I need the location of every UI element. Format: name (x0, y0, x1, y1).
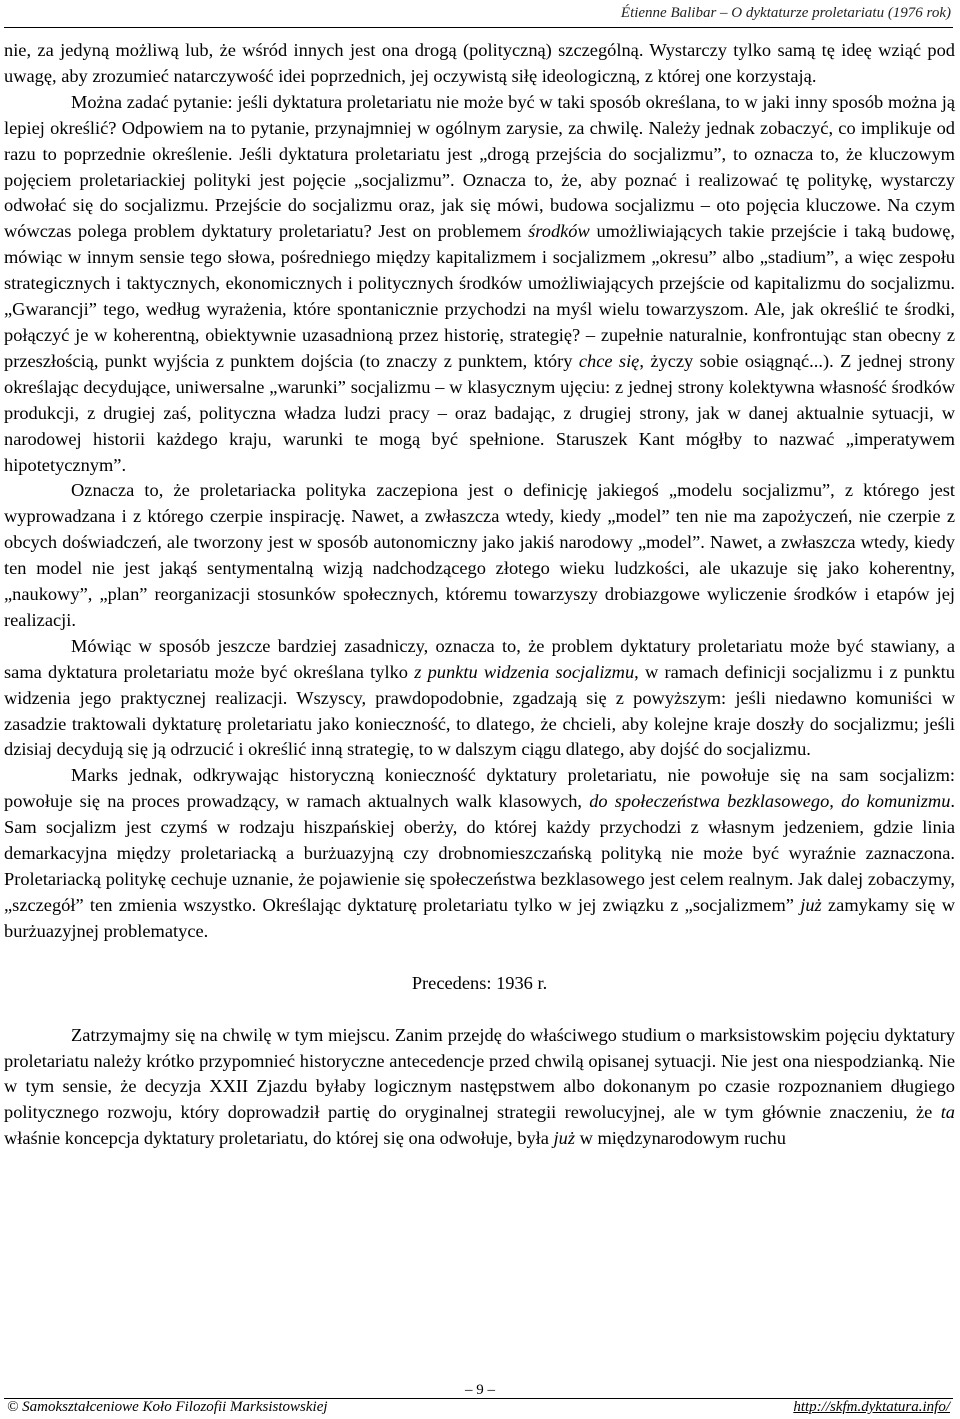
text-run: Zatrzymajmy się na chwilę w tym miejscu. Zanim przejdę do właściwego studium o marksistowskim pojęciu dyktatury proletariatu należy krótko przypomnieć historyczne antecedencje przed chwilą opisanej sytuacji. Nie jest ona niespodzianką. Nie w tym sensie, że decyzja XXII Zjazdu byłaby logicznym następstwem albo dokonanym po czasie rozpoznaniem długiego politycznego rozwoju, który doprowadził partię do oryginalnej strategii rewolucyjnej, ale w tym głównie znaczeniu, że (4, 1024, 955, 1123)
footer-copyright: © Samokształceniowe Koło Filozofii Marksistowskiej (7, 1399, 328, 1415)
emphasis: do społeczeństwa bezklasowego, do komunizmu (589, 791, 951, 812)
emphasis: już (800, 894, 822, 915)
paragraph-4 (4, 634, 955, 764)
emphasis: już (553, 1128, 575, 1149)
paragraph-3: Oznacza to, że proletariacka polityka zaczepiona jest o definicję jakiegoś „modelu socjalizmu”, z którego jest wyprowadzana i z którego czerpie inspirację. Nawet, a zwłaszcza wtedy, kiedy „model” ten nie ma zapożyczeń, nie czerpie z obcych doświadczeń, ale tworzony jest w sposób autonomiczny jako jakiś narodowy „model”. Nawet, a zwłaszcza wtedy, kiedy ten model nie jest jakąś sentymentalną wizją nadchodzącego złotego wieku ludzkości, ale ukazuje się jako koherentny, „naukowy”, „plan” reorganizacji stosunków społecznych, któremu towarzyszy drobiazgowe wyliczenie środków i etapów jej realizacji. (4, 480, 955, 630)
paragraph-1: nie, za jedyną możliwą lub, że wśród innych jest ona drogą (polityczną) szczególną. Wystarczy tylko samą tę ideę wziąć pod uwagę, aby zrozumieć natarczywość idei poprzednich, jej oczywistą siłę ideologiczną, z której one korzystają. (4, 40, 955, 86)
text-run: . Sam socjalizm jest czymś w rodzaju hiszpańskiej oberży, do której każdy przychodzi z własnym jedzeniem, gdzie linia demarkacyjna między proletariacką a burżuazyjną czy drobnomieszczańską polityką nie może być wyraźnie zaznaczona. Proletariacką politykę cechuje uznanie, że pojawienie się społeczeństwa bezklasowego jest celem realnym. Jak dalej zobaczymy, „szczegół” ten zmienia wszystko. Określając dyktaturę proletariatu tylko w jej związku z „socjalizmem” (4, 791, 956, 915)
text-run: zamykamy się w burżuazyjnej problematyce. (4, 894, 955, 941)
text-run: umożliwiających takie przejście i taką budowę, mówiąc w innym sensie tego słowa, pośredniego między kapitalizmem i socjalizmem „okresu” albo „stadium”, a więc zespołu strategicznych i taktycznych, ekonomicznych i politycznych środków umożliwiających przejście od kapitalizmu do socjalizmu. „Gwarancji” tego, według wyrażenia, które spontanicznie przychodzi na myśl wielu towarzyszom. Ale, jak określić te środki, połączyć je w koherentną, obiektywnie uzasadnioną przez historię, strategię? – zupełnie naturalnie, konfrontując stan obecny z przeszłością, punkt wyjścia z punktem dojścia (to znaczy z punktem, który (4, 221, 955, 371)
emphasis: z punktu widzenia socjalizmu (414, 661, 635, 682)
section-title: Precedens: 1936 r. (411, 972, 548, 993)
paragraph-2 (4, 90, 955, 479)
document-body (4, 38, 955, 1152)
emphasis: środków (528, 221, 590, 242)
page-number: – 9 – (465, 1382, 495, 1398)
header-rule (4, 27, 953, 28)
paragraph-5 (4, 763, 955, 944)
running-header: Étienne Balibar – O dyktaturze proletariatu (1976 rok) (620, 5, 951, 21)
emphasis: chce się (578, 350, 640, 371)
text-run: właśnie koncepcja dyktatury proletariatu, do której się ona odwołuje, była (4, 1128, 554, 1149)
text-run: Można zadać pytanie: jeśli dyktatura proletariatu nie może być w taki sposób określana, to w jaki inny sposób można ją lepiej określić? Odpowiem na to pytanie, przynajmniej w ogólnym zarysie, za chwilę. Należy jednak zobaczyć, co implikuje od razu to poprzednie określenie. Jeśli dyktatura proletariatu jest „drogą przejścia do socjalizmu”, to oznacza to, że kluczowym pojęciem proletariackiej polityki jest pojęcie „socjalizmu”. Oznacza to, że, aby poznać i realizować tę politykę, wystarczy odwołać się do socjalizmu. Przejście do socjalizmu oraz, jak się mówi, budowa socjalizmu – oto pojęcia kluczowe. Na czym wówczas polega problem dyktatury proletariatu? Jest on problemem (4, 91, 955, 242)
text-run: , w ramach definicji socjalizmu i z punktu widzenia jego praktycznej realizacji. Wszyscy, prawdopodobnie, zgadzają się z powyższym: jeśli niedawno komuniści w zasadzie traktowali dyktaturę proletariatu jako konieczność, to dlatego, że chcieli, aby kolejne kraje doszły do socjalizmu; jeśli dzisiaj decydują się ją odrzucić i określić inną strategię, to w dalszym ciągu dlatego, aby dojść do socjalizmu. (4, 661, 955, 760)
text-run: w międzynarodowym ruchu (574, 1128, 786, 1149)
text-run: , życzy sobie osiągnąć...). Z jednej strony określając decydujące, uniwersalne „warunki” socjalizmu – w klasycznym ujęciu: z jednej strony kolektywna własność środków produkcji, z drugiej zaś, polityczna władza ludzi pracy – oraz badając, z drugiej strony, jak w danej aktualnie sytuacji, w narodowej historii każdego kraju, warunki te mogą być spełnione. Staruszek Kant mógłby to nazwać „imperatywem hipotetycznym”. (4, 350, 955, 475)
text-run: Marks jednak, odkrywając historyczną konieczność dyktatury proletariatu, nie powołuje się na sam socjalizm: powołuje się na proces prowadzący, w ramach aktualnych walk klasowych, (4, 765, 955, 812)
footer-link[interactable]: http://skfm.dyktatura.info/ (793, 1399, 950, 1415)
text-run: Mówiąc w sposób jeszcze bardziej zasadniczy, oznacza to, że problem dyktatury proletariatu może być stawiany, a sama dyktatura proletariatu może być określana tylko (4, 635, 955, 682)
emphasis: ta (940, 1102, 955, 1123)
paragraph-6 (4, 1023, 955, 1153)
